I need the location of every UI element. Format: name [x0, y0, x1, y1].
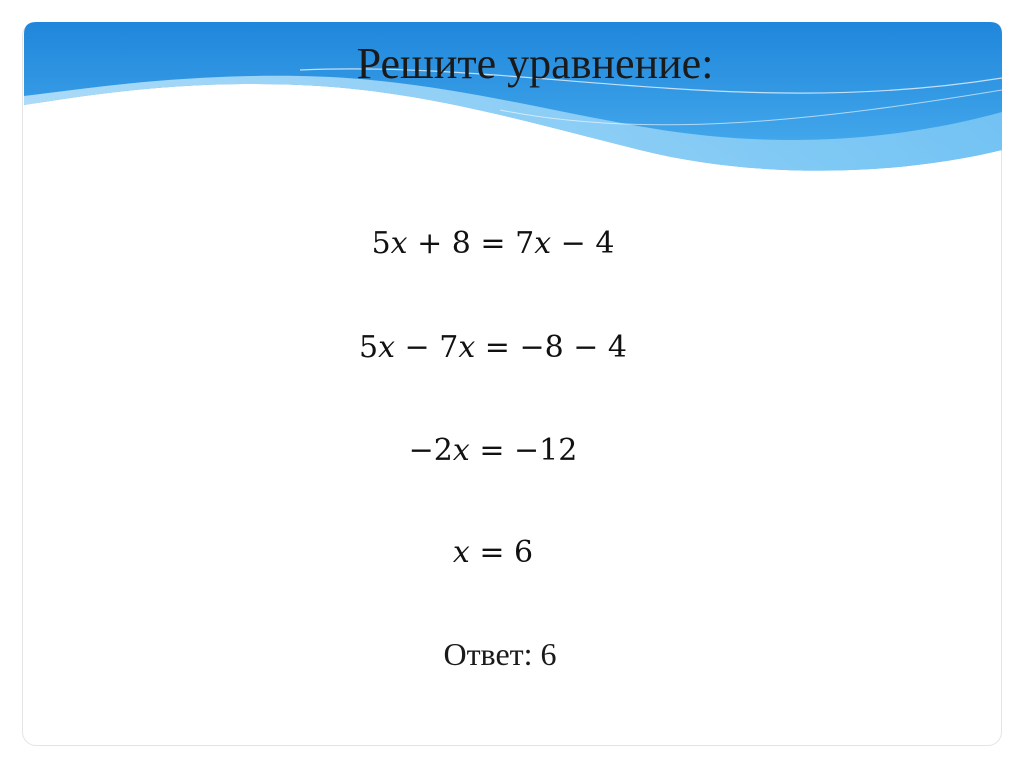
header-wave-decoration	[0, 0, 1024, 200]
equation-step-3-text: −2𝑥 = −12	[408, 433, 578, 468]
answer-value: 6	[540, 636, 557, 672]
equation-step-4	[0, 535, 986, 570]
answer	[0, 636, 1000, 673]
equation-step-3	[0, 433, 986, 468]
equation-step-2	[0, 330, 986, 365]
equation-step-4-text: 𝑥 = 6	[452, 535, 534, 570]
equation-step-2-text: 5𝑥 − 7𝑥 = −8 − 4	[359, 330, 627, 365]
answer-label: Ответ:	[443, 636, 533, 672]
equation-step-1	[0, 226, 986, 261]
slide-title: Решите уравнение:	[356, 39, 714, 88]
equation-step-1-text: 5𝑥 + 8 = 7𝑥 − 4	[371, 226, 615, 261]
